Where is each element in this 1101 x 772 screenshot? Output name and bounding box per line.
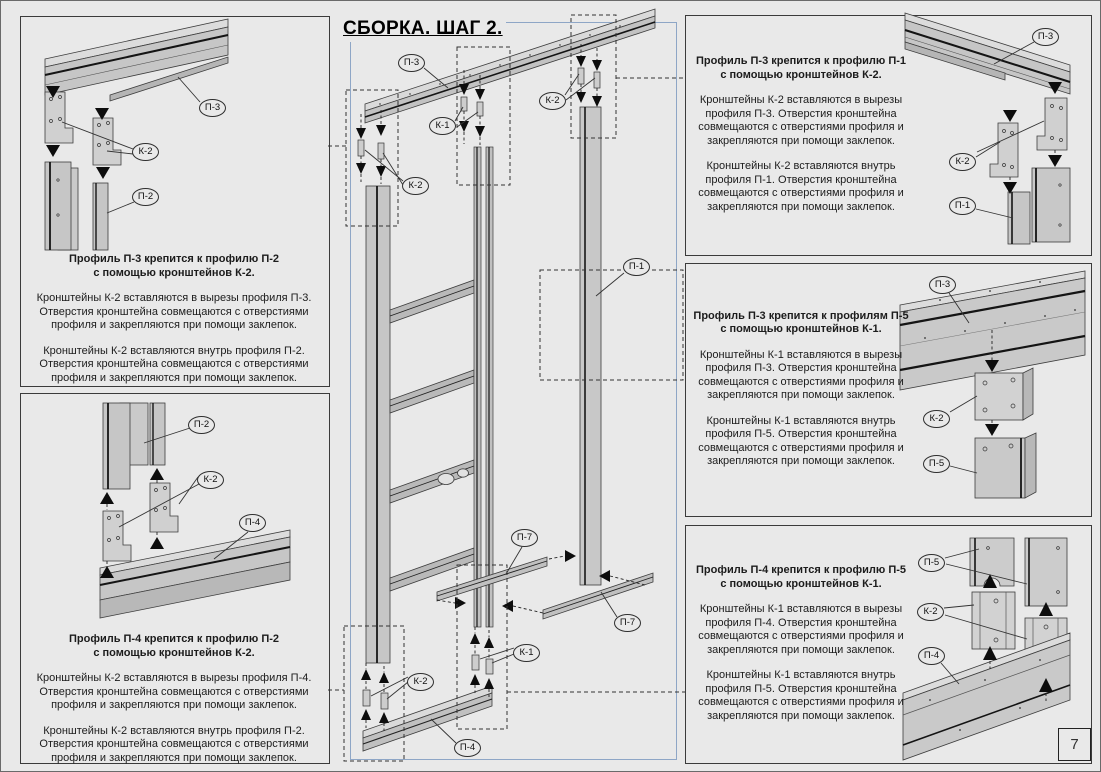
panel-middle-right-para2: Кронштейны К-1 вставляются внутрь профиля П-5. Отверстия кронштейна совмещаются с отверстиями профиля и закрепляются при помощи заклепок. — [698, 414, 904, 467]
label-chip-mr-p3: П-3 — [929, 276, 956, 294]
label-chip-bl-p4: П-4 — [239, 514, 266, 532]
label-chip-tr-k2: К-2 — [949, 153, 976, 171]
panel-top-left-para1: Кронштейны К-2 вставляются в вырезы профиля П-3. Отверстия кронштейна совмещаются с отверстиями профиля и закрепляются при помощи заклепок. — [36, 292, 312, 331]
label-chip-br-p4: П-4 — [918, 647, 945, 665]
label-chip-tr-p1: П-1 — [949, 197, 976, 215]
panel-bottom-left-heading2: с помощью кронштейнов К-2. — [93, 646, 255, 659]
panel-middle-right-heading2: с помощью кронштейнов К-1. — [720, 323, 882, 335]
panel-bottom-right-para2: Кронштейны К-1 вставляются внутрь профиля П-5. Отверстия кронштейна совмещаются с отверстиями профиля и закрепляются при помощи заклепок. — [698, 669, 904, 722]
label-chip-p7-right: П-7 — [614, 614, 641, 632]
label-chip-tl-k2: К-2 — [132, 143, 159, 161]
label-chip-k1-bottom: К-1 — [513, 644, 540, 662]
label-chip-mr-k2: К-2 — [923, 410, 950, 428]
panel-top-right-heading2: с помощью кронштейнов К-2. — [720, 68, 882, 81]
panel-middle-right-heading1: Профиль П-3 крепится к профилям П-5 — [693, 309, 909, 322]
page-number-value: 7 — [1070, 736, 1079, 753]
central-arrow-stems — [361, 44, 645, 731]
pdiag-top-left — [45, 19, 228, 250]
panel-bottom-right-heading2: с помощью кронштейнов К-1. — [720, 577, 882, 590]
panel-top-left-para2: Кронштейны К-2 вставляются внутрь профиля П-2. Отверстия кронштейна совмещаются с отверстиями профиля и закрепляются при помощи заклепок. — [39, 344, 309, 384]
label-chip-p7-top: П-7 — [511, 529, 538, 547]
panel-bottom-left-para1: Кронштейны К-2 вставляются в вырезы профиля П-4. Отверстия кронштейна совмещаются с отверстиями профиля и закрепляются при помощи заклепок. — [36, 672, 312, 711]
panel-middle-right-text — [689, 265, 913, 513]
pdiag-bottom-left — [100, 403, 290, 618]
label-chip-tr-p3: П-3 — [1032, 28, 1059, 46]
panel-top-right-text — [689, 17, 913, 252]
panel-top-left-heading1: Профиль П-3 крепится к профилю П-2 — [68, 253, 280, 265]
label-chip-tl-p2: П-2 — [132, 188, 159, 206]
panel-top-left-heading2: с помощью кронштейнов К-2. — [93, 266, 255, 279]
panel-bottom-left-heading1: Профиль П-4 крепится к профилю П-2 — [68, 633, 280, 645]
label-chip-p1: П-1 — [623, 258, 650, 276]
central-p7-rails — [437, 557, 653, 619]
panel-bottom-right-para1: Кронштейны К-1 вставляются в вырезы профиля П-4. Отверстия кронштейна совмещаются с отверстиями профиля и закрепляются при помощи заклепок. — [698, 603, 904, 656]
page-number — [1058, 728, 1091, 761]
label-chip-br-p5: П-5 — [918, 554, 945, 572]
panel-middle-right-para1: Кронштейны К-1 вставляются в вырезы профиля П-3. Отверстия кронштейна совмещаются с отверстиями профиля и закрепляются при помощи заклепок. — [698, 348, 904, 401]
pdiag-top-right — [905, 13, 1070, 244]
label-chip-k1-top: К-1 — [429, 117, 456, 135]
panel-bottom-left-para2: Кронштейны К-2 вставляются внутрь профиля П-2. Отверстия кронштейна совмещаются с отверстиями профиля и закрепляются при помощи заклепок. — [39, 724, 309, 764]
central-p1-profile — [580, 107, 601, 585]
label-chip-k2-bottom: К-2 — [407, 673, 434, 691]
page-title: СБОРКА. ШАГ 2. — [343, 18, 506, 42]
label-chip-p4: П-4 — [454, 739, 481, 757]
label-chip-bl-k2: К-2 — [197, 471, 224, 489]
panel-top-right-para2: Кронштейны К-2 вставляются внутрь профиля П-1. Отверстия кронштейна совмещаются с отверстиями профиля и закрепляются при помощи заклепок. — [698, 160, 904, 213]
panel-top-left-text — [24, 253, 324, 385]
label-chip-k2-left: К-2 — [402, 177, 429, 195]
label-chip-br-k2: К-2 — [917, 603, 944, 621]
panel-top-right-heading1: Профиль П-3 крепится к профилю П-1 — [695, 55, 907, 67]
panel-bottom-right-heading1: Профиль П-4 крепится к профилю П-5 — [695, 564, 907, 576]
label-chip-bl-p2: П-2 — [188, 416, 215, 434]
central-p5-pair — [474, 147, 493, 627]
label-chip-p3: П-3 — [398, 54, 425, 72]
label-chip-tl-p3: П-3 — [199, 99, 226, 117]
panel-bottom-right-text — [689, 527, 913, 760]
label-chip-mr-p5: П-5 — [923, 455, 950, 473]
label-chip-k2-right: К-2 — [539, 92, 566, 110]
central-arrows — [356, 56, 610, 723]
panel-bottom-left-text — [24, 633, 324, 765]
panel-top-right-para1: Кронштейны К-2 вставляются в вырезы профиля П-3. Отверстия кронштейна совмещаются с отверстиями профиля и закрепляются при помощи заклепок. — [698, 94, 904, 147]
